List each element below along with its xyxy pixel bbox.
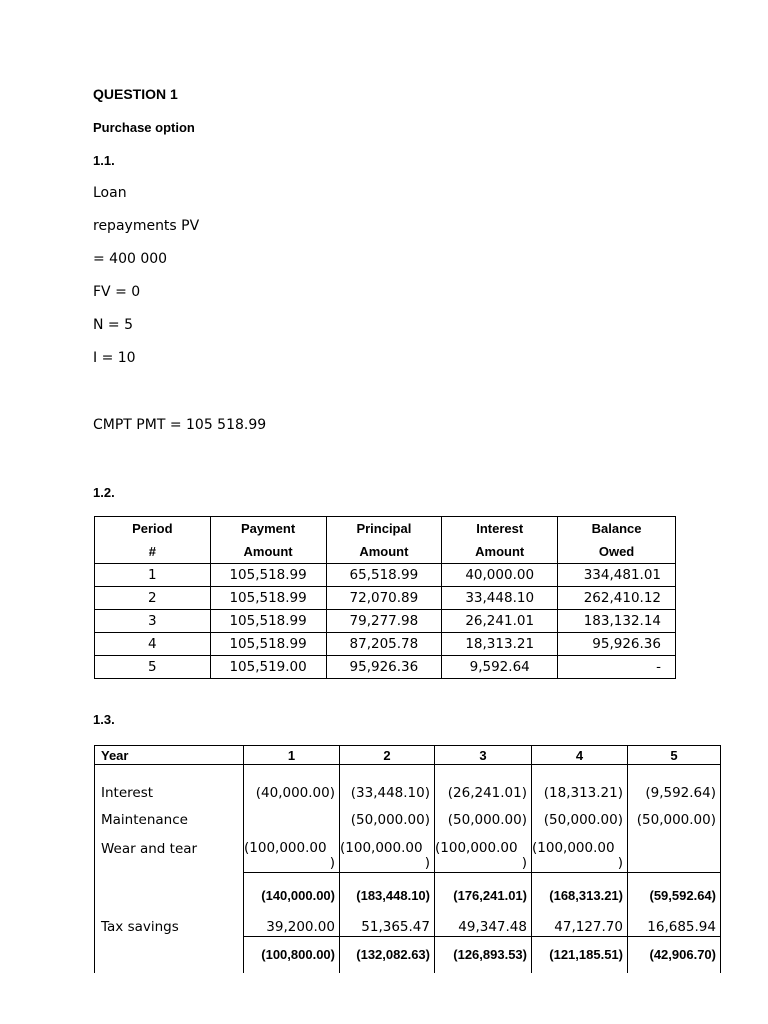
net-value: (132,082.63) <box>340 937 435 973</box>
header-period-line1: Period <box>132 521 173 536</box>
interest-value: (33,448.10) <box>340 765 435 805</box>
principal-cell: 79,277.98 <box>326 610 442 633</box>
purchase-option-heading: Purchase option <box>93 120 195 135</box>
maintenance-row <box>95 805 721 835</box>
subtotal-value: (140,000.00) <box>244 873 340 919</box>
tax-savings-table <box>94 745 721 973</box>
maintenance-value: (50,000.00) <box>340 805 435 835</box>
wear-value <box>532 835 628 873</box>
wear-value <box>628 835 721 873</box>
header-interest <box>442 517 558 564</box>
net-value: (42,906.70) <box>628 937 721 973</box>
interest-cell: 9,592.64 <box>442 656 558 679</box>
payment-cell: 105,518.99 <box>210 564 326 587</box>
payment-cell: 105,519.00 <box>210 656 326 679</box>
loan-i: I = 10 <box>93 350 136 366</box>
question-title: QUESTION 1 <box>93 86 178 102</box>
period-cell: 2 <box>95 587 211 610</box>
interest-cell: 26,241.01 <box>442 610 558 633</box>
maintenance-value: (50,000.00) <box>628 805 721 835</box>
net-value: (100,800.00) <box>244 937 340 973</box>
wear-value-line1: (100,000.00 <box>532 839 615 856</box>
header-interest-line1: Interest <box>476 521 524 536</box>
balance-cell: 334,481.01 <box>558 564 676 587</box>
period-cell: 5 <box>95 656 211 679</box>
period-cell: 1 <box>95 564 211 587</box>
subtotal-value: (168,313.21) <box>532 873 628 919</box>
header-period <box>95 517 211 564</box>
year-1-header: 1 <box>244 746 340 765</box>
table-row <box>95 564 676 587</box>
principal-cell: 95,926.36 <box>326 656 442 679</box>
header-balance-line1: Balance <box>591 521 642 536</box>
wear-value-line2: ) <box>617 854 623 871</box>
subtotal-label-cell <box>95 873 244 919</box>
subtotal-value: (183,448.10) <box>340 873 435 919</box>
net-row <box>95 937 721 973</box>
wear-value-line2: ) <box>521 854 527 871</box>
maintenance-value <box>244 805 340 835</box>
payment-cell: 105,518.99 <box>210 633 326 656</box>
balance-cell: - <box>558 656 676 679</box>
amortization-table <box>94 516 676 679</box>
header-principal-line2: Amount <box>359 544 409 559</box>
interest-cell: 33,448.10 <box>442 587 558 610</box>
loan-n: N = 5 <box>93 317 134 333</box>
net-label-cell <box>95 937 244 973</box>
table-row <box>95 656 676 679</box>
interest-value: (26,241.01) <box>435 765 532 805</box>
subtotal-row <box>95 873 721 919</box>
year-4-header: 4 <box>532 746 628 765</box>
maintenance-value: (50,000.00) <box>532 805 628 835</box>
wear-value <box>340 835 435 873</box>
section-heading-1-1: 1.1. <box>93 153 115 168</box>
tax-savings-value: 39,200.00 <box>244 919 340 937</box>
principal-cell: 72,070.89 <box>326 587 442 610</box>
tax-savings-value: 49,347.48 <box>435 919 532 937</box>
principal-cell: 87,205.78 <box>326 633 442 656</box>
year-5-header: 5 <box>628 746 721 765</box>
header-payment-line2: Amount <box>243 544 293 559</box>
loan-pv-value: = 400 000 <box>93 251 168 267</box>
wear-and-tear-label: Wear and tear <box>95 835 244 873</box>
header-period-line2: # <box>148 544 156 559</box>
loan-pv-label: repayments PV <box>93 218 200 234</box>
wear-value-line1: (100,000.00 <box>244 839 327 856</box>
table-row <box>95 587 676 610</box>
tax-savings-label: Tax savings <box>95 919 244 937</box>
header-payment <box>210 517 326 564</box>
amortization-header-row <box>95 517 676 564</box>
year-label: Year <box>95 746 244 765</box>
year-2-header: 2 <box>340 746 435 765</box>
year-header-row <box>95 746 721 765</box>
balance-cell: 183,132.14 <box>558 610 676 633</box>
wear-value-line1: (100,000.00 <box>435 839 518 856</box>
subtotal-value: (59,592.64) <box>628 873 721 919</box>
header-principal <box>326 517 442 564</box>
header-balance-line2: Owed <box>598 544 635 559</box>
interest-value: (9,592.64) <box>628 765 721 805</box>
wear-value-line1: (100,000.00 <box>340 839 423 856</box>
table-row <box>95 610 676 633</box>
table-row <box>95 633 676 656</box>
tax-savings-row <box>95 919 721 937</box>
tax-savings-value: 16,685.94 <box>628 919 721 937</box>
period-cell: 3 <box>95 610 211 633</box>
cmpt-pmt-line: CMPT PMT = 105 518.99 <box>93 417 267 433</box>
interest-value: (18,313.21) <box>532 765 628 805</box>
subtotal-value: (176,241.01) <box>435 873 532 919</box>
section-heading-1-2: 1.2. <box>93 485 115 500</box>
loan-fv: FV = 0 <box>93 284 141 300</box>
section-heading-1-3: 1.3. <box>93 712 115 727</box>
principal-cell: 65,518.99 <box>326 564 442 587</box>
balance-cell: 262,410.12 <box>558 587 676 610</box>
balance-cell: 95,926.36 <box>558 633 676 656</box>
payment-cell: 105,518.99 <box>210 610 326 633</box>
tax-savings-value: 47,127.70 <box>532 919 628 937</box>
interest-cell: 40,000.00 <box>442 564 558 587</box>
wear-value <box>244 835 340 873</box>
header-balance <box>558 517 676 564</box>
wear-value-line2: ) <box>329 854 335 871</box>
net-value: (126,893.53) <box>435 937 532 973</box>
header-principal-line1: Principal <box>356 521 412 536</box>
payment-cell: 105,518.99 <box>210 587 326 610</box>
header-interest-line2: Amount <box>475 544 525 559</box>
header-payment-line1: Payment <box>240 521 296 536</box>
loan-line: Loan <box>93 185 127 201</box>
interest-cell: 18,313.21 <box>442 633 558 656</box>
maintenance-label: Maintenance <box>95 805 244 835</box>
interest-label: Interest <box>95 765 244 805</box>
wear-value-line2: ) <box>424 854 430 871</box>
wear-value <box>435 835 532 873</box>
interest-value: (40,000.00) <box>244 765 340 805</box>
tax-savings-value: 51,365.47 <box>340 919 435 937</box>
period-cell: 4 <box>95 633 211 656</box>
maintenance-value: (50,000.00) <box>435 805 532 835</box>
interest-row <box>95 765 721 805</box>
wear-and-tear-row <box>95 835 721 873</box>
year-3-header: 3 <box>435 746 532 765</box>
net-value: (121,185.51) <box>532 937 628 973</box>
